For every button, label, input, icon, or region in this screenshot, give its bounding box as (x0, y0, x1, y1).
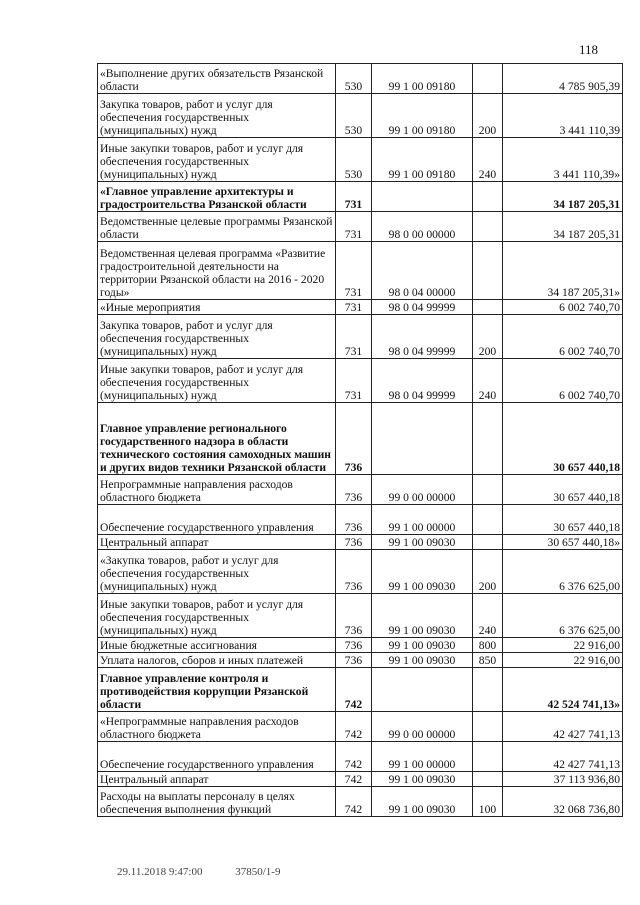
row-code: 742 (336, 668, 372, 712)
row-name: «Иные мероприятия (98, 300, 336, 315)
row-target-article: 99 1 00 00000 (372, 505, 473, 535)
row-amount: 34 187 205,31» (503, 242, 623, 300)
row-code: 530 (336, 138, 372, 182)
row-expense-type (473, 64, 503, 94)
table-row (98, 505, 623, 535)
table-row (98, 212, 623, 242)
row-target-article (372, 403, 473, 475)
row-amount: 30 657 440,18 (503, 505, 623, 535)
row-name: Иные закупки товаров, работ и услуг для обеспечения государственных (муниципальных) нужд (98, 594, 336, 638)
page-number: 118 (578, 42, 598, 57)
row-amount: 37 113 936,80 (503, 772, 623, 787)
row-amount: 42 524 741,13» (503, 668, 623, 712)
row-target-article (372, 182, 473, 212)
row-target-article: 98 0 04 00000 (372, 242, 473, 300)
row-code: 731 (336, 315, 372, 359)
row-amount: 34 187 205,31 (503, 182, 623, 212)
row-name: Обеспечение государственного управления (98, 742, 336, 772)
row-code: 736 (336, 550, 372, 594)
table-row (98, 94, 623, 138)
row-target-article: 99 0 00 00000 (372, 712, 473, 742)
table-row (98, 550, 623, 594)
row-amount: 34 187 205,31 (503, 212, 623, 242)
row-code: 742 (336, 772, 372, 787)
row-code: 731 (336, 300, 372, 315)
row-amount: 42 427 741,13 (503, 742, 623, 772)
row-amount: 22 916,00 (503, 638, 623, 653)
row-name: Непрограммные направления расходов областного бюджета (98, 475, 336, 505)
row-code: 736 (336, 505, 372, 535)
table-row (98, 403, 623, 475)
row-name: Ведомственная целевая программа «Развитие градостроительной деятельности на территории Рязанской области на 2016 - 2020 годы» (98, 242, 336, 300)
row-target-article: 98 0 04 99999 (372, 300, 473, 315)
table-row (98, 638, 623, 653)
row-expense-type (473, 712, 503, 742)
row-amount: 6 002 740,70 (503, 315, 623, 359)
row-expense-type (473, 475, 503, 505)
row-target-article: 99 1 00 09030 (372, 653, 473, 668)
row-name: «Закупка товаров, работ и услуг для обеспечения государственных (муниципальных) нужд (98, 550, 336, 594)
row-expense-type: 240 (473, 359, 503, 403)
row-name: Расходы на выплаты персоналу в целях обеспечения выполнения функций (98, 787, 336, 817)
footer (117, 866, 310, 878)
table-row (98, 772, 623, 787)
row-code: 530 (336, 64, 372, 94)
table-row (98, 64, 623, 94)
row-amount: 6 002 740,70 (503, 359, 623, 403)
table-row (98, 475, 623, 505)
row-expense-type: 800 (473, 638, 503, 653)
row-code: 731 (336, 242, 372, 300)
row-expense-type (473, 403, 503, 475)
row-amount: 4 785 905,39 (503, 64, 623, 94)
row-code: 736 (336, 535, 372, 550)
row-target-article: 99 1 00 09030 (372, 535, 473, 550)
table-row (98, 653, 623, 668)
row-target-article: 99 1 00 09030 (372, 787, 473, 817)
table-row (98, 359, 623, 403)
row-name: «Выполнение других обязательств Рязанской области (98, 64, 336, 94)
footer-datetime: 29.11.2018 9:47:00 (117, 866, 203, 878)
row-name: Иные бюджетные ассигнования (98, 638, 336, 653)
table-row (98, 315, 623, 359)
table-row (98, 300, 623, 315)
row-name: Иные закупки товаров, работ и услуг для обеспечения государственных (муниципальных) нужд (98, 138, 336, 182)
row-amount: 3 441 110,39» (503, 138, 623, 182)
table-row (98, 594, 623, 638)
table-row (98, 787, 623, 817)
row-name: Главное управление регионального государственного надзора в области технического состояния самоходных машин и других видов техники Рязанской области (98, 403, 336, 475)
row-name: Закупка товаров, работ и услуг для обеспечения государственных (муниципальных) нужд (98, 94, 336, 138)
row-code: 731 (336, 212, 372, 242)
table-row (98, 138, 623, 182)
row-target-article: 99 1 00 09030 (372, 594, 473, 638)
row-code: 731 (336, 182, 372, 212)
row-code: 736 (336, 475, 372, 505)
row-target-article: 98 0 04 99999 (372, 315, 473, 359)
row-amount: 3 441 110,39 (503, 94, 623, 138)
table-row (98, 182, 623, 212)
row-target-article: 99 1 00 09180 (372, 64, 473, 94)
row-code: 736 (336, 638, 372, 653)
table-row (98, 742, 623, 772)
row-code: 530 (336, 94, 372, 138)
row-target-article (372, 668, 473, 712)
row-expense-type (473, 300, 503, 315)
footer-doc-id: 37850/1-9 (235, 866, 281, 878)
row-amount: 32 068 736,80 (503, 787, 623, 817)
row-expense-type (473, 668, 503, 712)
row-code: 742 (336, 787, 372, 817)
row-name: Центральный аппарат (98, 535, 336, 550)
row-expense-type (473, 772, 503, 787)
row-expense-type: 240 (473, 594, 503, 638)
row-code: 742 (336, 742, 372, 772)
row-target-article: 99 1 00 09180 (372, 94, 473, 138)
row-expense-type (473, 212, 503, 242)
row-name: Центральный аппарат (98, 772, 336, 787)
row-expense-type: 200 (473, 315, 503, 359)
row-name: «Непрограммные направления расходов областного бюджета (98, 712, 336, 742)
row-code: 731 (336, 359, 372, 403)
row-expense-type: 100 (473, 787, 503, 817)
row-expense-type: 200 (473, 550, 503, 594)
row-amount: 6 002 740,70 (503, 300, 623, 315)
table-row (98, 712, 623, 742)
row-expense-type: 200 (473, 94, 503, 138)
table-row (98, 668, 623, 712)
row-amount: 6 376 625,00 (503, 550, 623, 594)
row-name: Ведомственные целевые программы Рязанской области (98, 212, 336, 242)
row-amount: 30 657 440,18» (503, 535, 623, 550)
row-code: 736 (336, 403, 372, 475)
row-name: «Главное управление архитектуры и градостроительства Рязанской области (98, 182, 336, 212)
row-name: Уплата налогов, сборов и иных платежей (98, 653, 336, 668)
row-expense-type (473, 182, 503, 212)
row-amount: 22 916,00 (503, 653, 623, 668)
row-target-article: 98 0 04 99999 (372, 359, 473, 403)
row-target-article: 99 1 00 09180 (372, 138, 473, 182)
row-name: Иные закупки товаров, работ и услуг для обеспечения государственных (муниципальных) нужд (98, 359, 336, 403)
row-name: Главное управление контроля и противодействия коррупции Рязанской области (98, 668, 336, 712)
row-name: Закупка товаров, работ и услуг для обеспечения государственных (муниципальных) нужд (98, 315, 336, 359)
row-target-article: 99 1 00 00000 (372, 742, 473, 772)
row-expense-type (473, 535, 503, 550)
row-expense-type: 240 (473, 138, 503, 182)
row-expense-type: 850 (473, 653, 503, 668)
row-target-article: 98 0 00 00000 (372, 212, 473, 242)
table-row (98, 242, 623, 300)
row-name: Обеспечение государственного управления (98, 505, 336, 535)
row-amount: 6 376 625,00 (503, 594, 623, 638)
row-target-article: 99 1 00 09030 (372, 772, 473, 787)
row-code: 736 (336, 594, 372, 638)
row-amount: 42 427 741,13 (503, 712, 623, 742)
table-row (98, 535, 623, 550)
row-target-article: 99 1 00 09030 (372, 550, 473, 594)
row-expense-type (473, 242, 503, 300)
row-target-article: 99 1 00 09030 (372, 638, 473, 653)
row-target-article: 99 0 00 00000 (372, 475, 473, 505)
row-expense-type (473, 742, 503, 772)
row-expense-type (473, 505, 503, 535)
row-code: 742 (336, 712, 372, 742)
row-amount: 30 657 440,18 (503, 475, 623, 505)
budget-table (97, 63, 623, 817)
row-amount: 30 657 440,18 (503, 403, 623, 475)
row-code: 736 (336, 653, 372, 668)
budget-table-body (98, 64, 623, 817)
